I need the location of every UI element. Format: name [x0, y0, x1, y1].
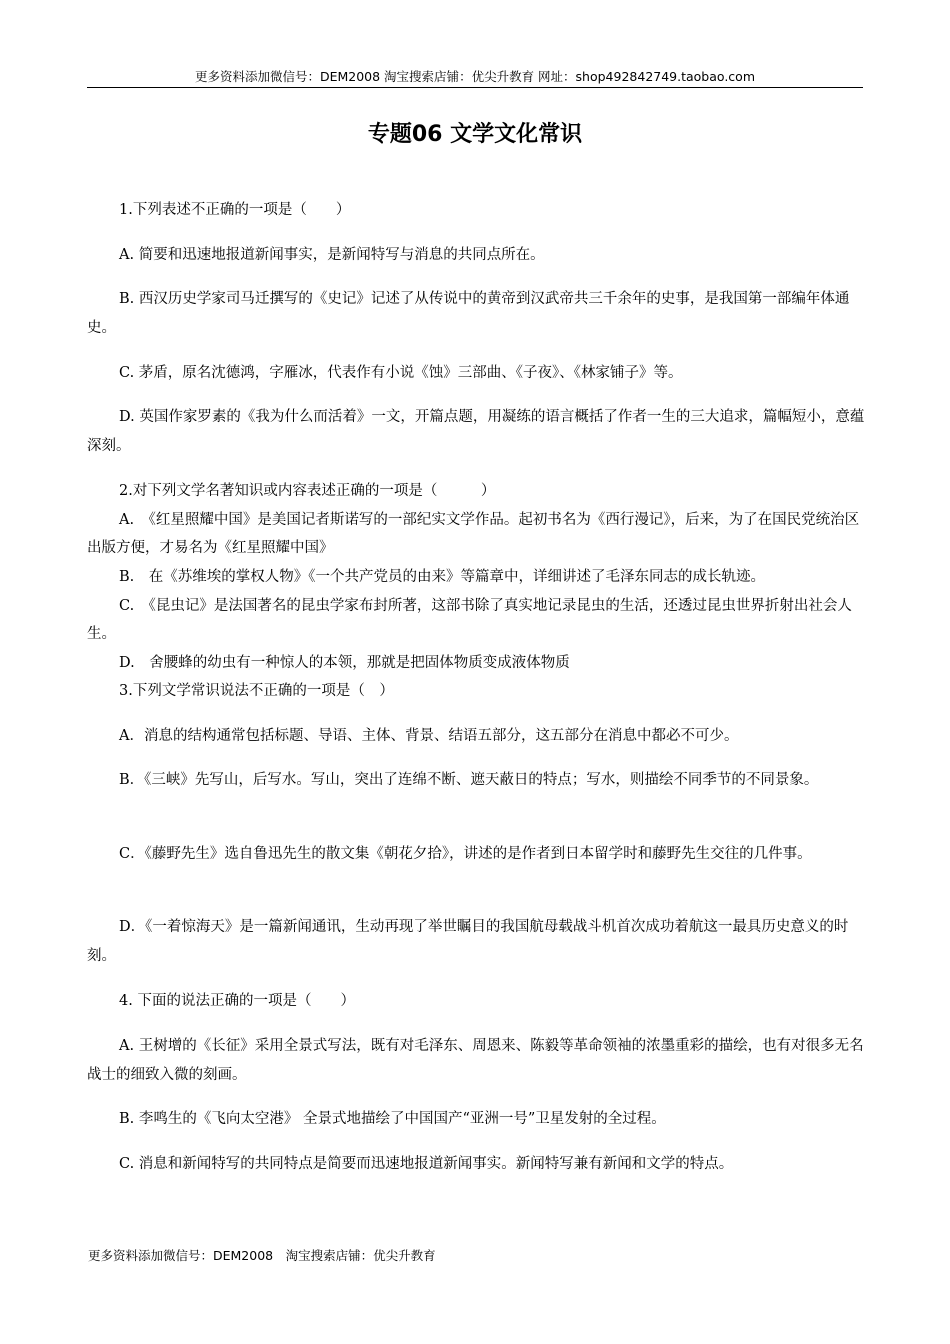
question-2-option-c: C. 《昆虫记》是法国著名的昆虫学家布封所著，这部书除了真实地记录昆虫的生活，还透过昆虫世界折射出社会人生。: [87, 598, 852, 642]
question-4-option-b: B. 李鸣生的《飞向太空港》 全景式地描绘了中国国产“亚洲一号”卫星发射的全过程。: [119, 1111, 666, 1127]
question-2-option-d: D. 舍腰蜂的幼虫有一种惊人的本领，那就是把固体物质变成液体物质: [119, 655, 570, 671]
question-2-stem: 2.对下列文学名著知识或内容表述正确的一项是（ ）: [119, 483, 496, 499]
question-3-option-c: C．《藤野先生》选自鲁迅先生的散文集《朝花夕拾》，讲述的是作者到日本留学时和藤野先生交往的几件事。: [119, 846, 812, 862]
question-1-stem: 1.下列表述不正确的一项是（ ）: [119, 202, 351, 218]
question-4-stem: 4. 下面的说法正确的一项是（ ）: [119, 993, 355, 1009]
question-3-option-d: D．《一着惊海天》是一篇新闻通讯，生动再现了举世瞩目的我国航母载战斗机首次成功着航这一最具历史意义的时刻。: [87, 919, 849, 964]
page-footer: 更多资料添加微信号：DEM2008 淘宝搜索店铺：优尖升教育: [88, 1248, 436, 1263]
question-3-stem: 3.下列文学常识说法不正确的一项是（ ）: [119, 683, 394, 699]
header-divider: [87, 87, 863, 88]
question-4-option-c: C. 消息和新闻特写的共同特点是简要而迅速地报道新闻事实。新闻特写兼有新闻和文学的特点。: [119, 1156, 734, 1172]
question-2-option-b: B. 在《苏维埃的掌权人物》《一个共产党员的由来》等篇章中，详细讲述了毛泽东同志的成长轨迹。: [119, 569, 766, 585]
question-1-option-a: A. 简要和迅速地报道新闻事实，是新闻特写与消息的共同点所在。: [119, 247, 545, 263]
page-title: 专题06 文学文化常识: [367, 122, 583, 147]
question-4-option-a: A. 王树增的《长征》采用全景式写法，既有对毛泽东、周恩来、陈毅等革命领袖的浓墨重彩的描绘，也有对很多无名战士的细致入微的刻画。: [87, 1038, 864, 1083]
question-3-option-a: A．消息的结构通常包括标题、导语、主体、背景、结语五部分，这五部分在消息中都必不可少。: [119, 728, 739, 744]
question-2-option-a: A. 《红星照耀中国》是美国记者斯诺写的一部纪实文学作品。起初书名为《西行漫记》，后来，为了在国民党统治区出版方便，才易名为《红星照耀中国》: [87, 512, 860, 556]
question-1-option-d: D. 英国作家罗素的《我为什么而活着》一文，开篇点题，用凝练的语言概括了作者一生的三大追求，篇幅短小，意蕴深刻。: [87, 409, 865, 454]
question-1-option-c: C. 茅盾，原名沈德鸿，字雁冰，代表作有小说《蚀》三部曲、《子夜》、《林家铺子》等。: [119, 365, 683, 381]
question-1-option-b: B. 西汉历史学家司马迁撰写的《史记》记述了从传说中的黄帝到汉武帝共三千余年的史事，是我国第一部编年体通史。: [87, 291, 850, 336]
question-3-option-b: B．《三峡》先写山，后写水。写山，突出了连绵不断、遮天蔽日的特点；写水，则描绘不同季节的不同景象。: [119, 772, 819, 788]
page-header: 更多资料添加微信号：DEM2008 淘宝搜索店铺：优尖升教育 网址：shop492842749.taobao.com: [194, 69, 756, 84]
